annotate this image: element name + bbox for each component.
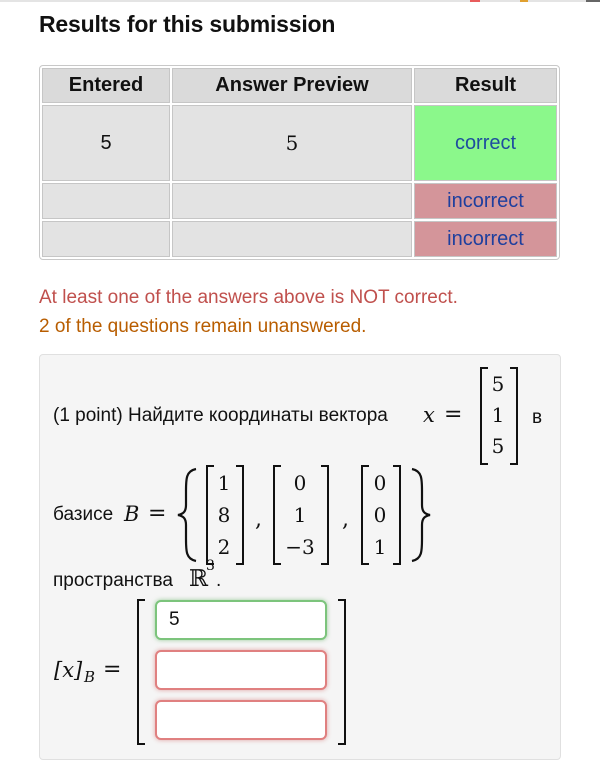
problem-intro: (1 point) Найдите координаты вектора [53,405,388,426]
results-header-row [42,68,557,103]
results-table [39,65,560,260]
vector-bracket-right [510,367,518,465]
preview-cell: 5 [172,105,412,181]
answer-label: [x] [54,658,83,682]
vector-x-entry: 5 [491,434,505,458]
answer-input-2[interactable] [155,650,327,690]
right-brace [407,467,433,563]
table-row [42,105,557,181]
answer-input-3[interactable] [155,700,327,740]
equals-sign: = [103,657,122,682]
basis-vector-entry: 1 [293,503,307,527]
in-word: в [532,407,543,428]
entered-cell [42,221,170,257]
preview-cell [172,221,412,257]
header-entered: Entered [42,68,170,103]
basis-vector-entry: 2 [217,535,231,559]
table-row [42,183,557,219]
table-row [42,221,557,257]
basis-vector-entry: 1 [217,471,231,495]
answer-bracket-right [338,599,346,745]
vector-x [486,369,510,462]
vector-variable: x [423,403,435,427]
basis-vector-bracket-right [236,465,244,565]
vector-x-entry: 5 [491,372,505,396]
result-incorrect-cell: incorrect [414,221,557,257]
top-border-mark [520,0,528,2]
entered-cell: 5 [42,105,170,181]
entered-cell [42,183,170,219]
space-exponent: 3 [206,558,215,574]
result-incorrect-cell: incorrect [414,183,557,219]
basis-vector [367,467,393,563]
basis-word: базисе [53,504,114,525]
results-heading: Results for this submission [39,11,336,37]
top-border-mark [470,0,480,2]
basis-variable: B [124,502,140,526]
vector-x-entry: 1 [491,403,505,427]
comma: , [342,507,349,532]
basis-vector-entry: 8 [217,503,231,527]
result-correct-cell: correct [414,105,557,181]
basis-vector-entry: 1 [373,535,387,559]
space-word: пространства [53,570,173,591]
top-border [0,0,600,2]
equals-sign: = [444,402,463,427]
comma: , [255,507,262,532]
basis-vector [212,467,236,563]
basis-vector-entry: 0 [373,471,387,495]
basis-vector-entry: 0 [293,471,307,495]
answer-bracket-left [137,599,145,745]
preview-cell [172,183,412,219]
not-correct-message: At least one of the answers above is NOT correct. [39,287,458,308]
answer-label-subscript: B [84,668,96,686]
basis-vector-bracket-right [321,465,329,565]
header-answer-preview: Answer Preview [172,68,412,103]
basis-vector-entry: 0 [373,503,387,527]
problem-panel [39,354,561,760]
header-result: Result [414,68,557,103]
basis-vector [279,467,321,563]
left-brace [175,467,201,563]
basis-vector-bracket-right [393,465,401,565]
unanswered-message: 2 of the questions remain unanswered. [39,316,367,337]
space-symbol: ℝ [189,566,209,592]
equals-sign: = [148,501,167,526]
answer-input-1[interactable] [155,600,327,640]
basis-vector-entry: −3 [285,535,315,559]
period: . [216,570,222,591]
top-border-mark [586,0,600,2]
